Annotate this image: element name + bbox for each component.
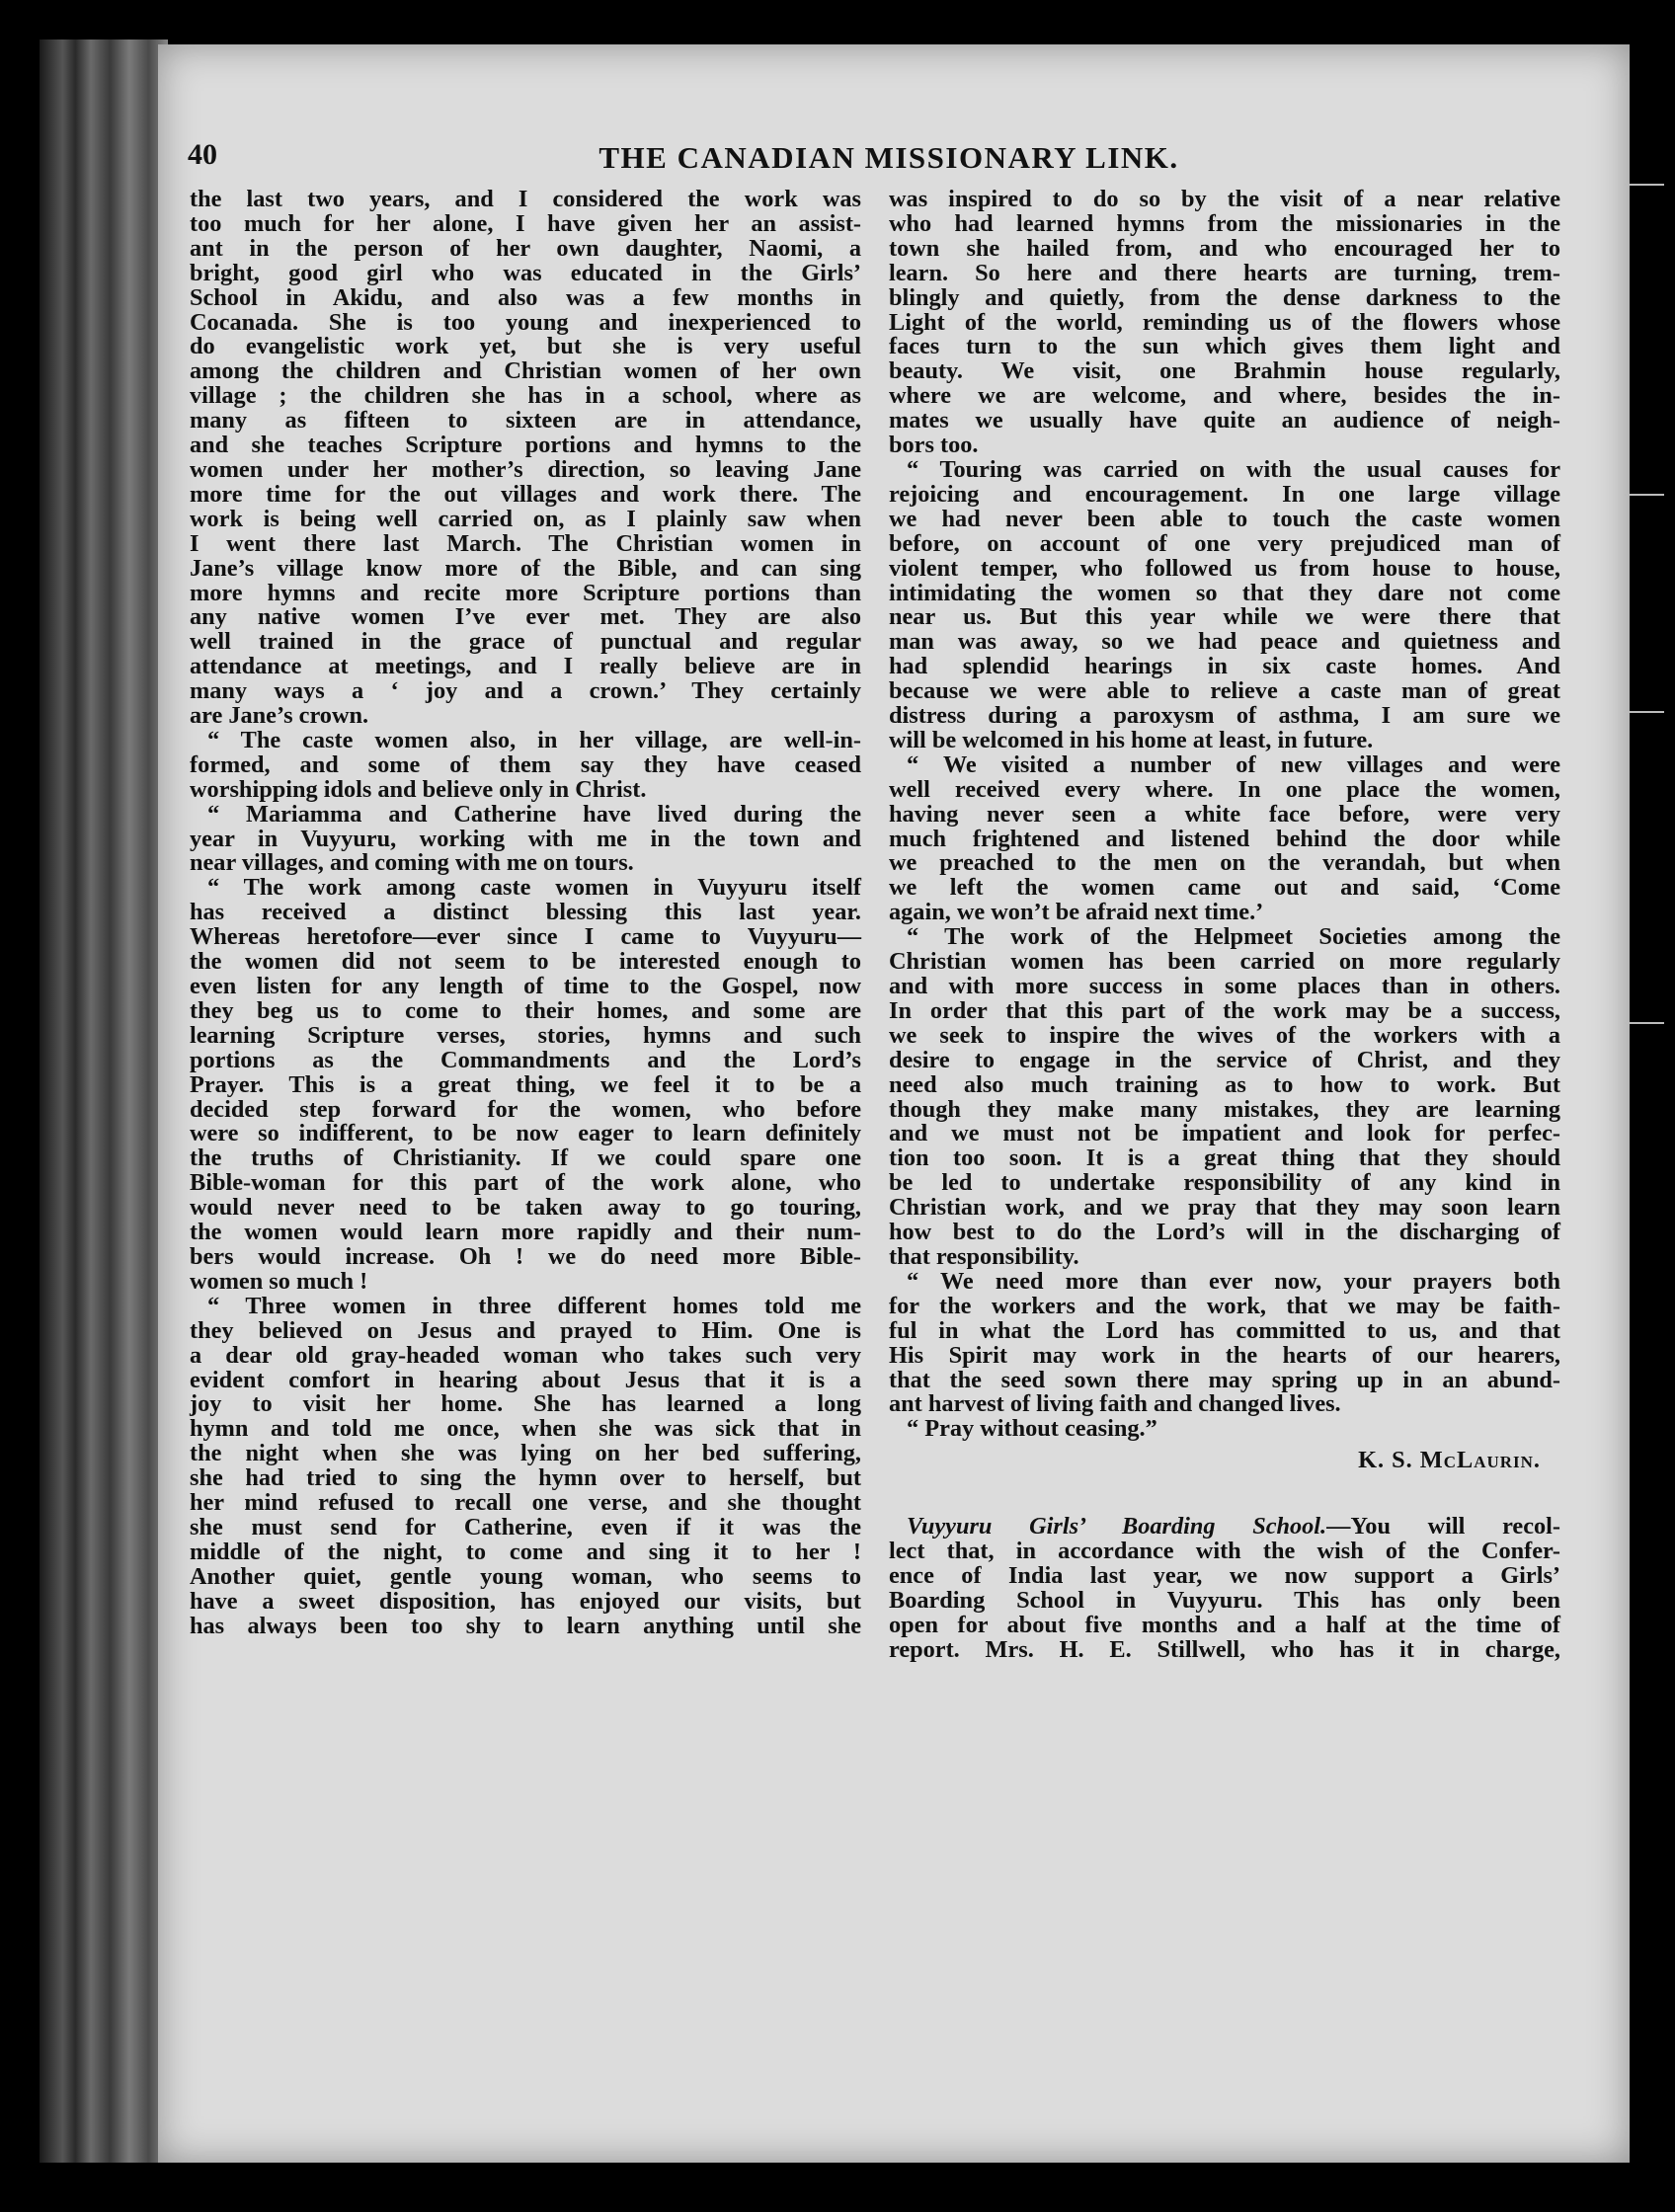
text-line: we left the women came out and said, ‘Come (889, 874, 1560, 902)
text-line: “ Touring was carried on with the usual causes for (907, 455, 1560, 483)
page-number: 40 (188, 138, 217, 171)
page-header (188, 138, 1590, 188)
section-gap (889, 1479, 1560, 1515)
margin-tick (1625, 494, 1664, 496)
text-line: worshipping idols and believe only in Christ. (190, 775, 647, 803)
text-line: near villages, and coming with me on tours. (190, 849, 634, 877)
text-line: “ Mariamma and Catherine have lived during the (207, 800, 861, 828)
text-line: she had tried to sing the hymn over to herself, but (190, 1464, 861, 1492)
text-line: much frightened and listened behind the door while (889, 825, 1560, 852)
text-line: that the seed sown there may spring up in an abund- (889, 1366, 1560, 1393)
right-column-body (889, 188, 1560, 1442)
text-line: many ways a ‘ joy and a crown.’ They certainly (190, 677, 861, 705)
text-line: has received a distinct blessing this last year. (190, 899, 861, 926)
text-line: the women would learn more rapidly and their num- (190, 1219, 861, 1246)
text-line: how best to do the Lord’s will in the discharging of (889, 1219, 1560, 1246)
text-line: bers would increase. Oh ! we do need more Bible- (190, 1242, 861, 1270)
text-line: have a sweet disposition, has enjoyed our visits, but (190, 1587, 861, 1615)
right-column (889, 188, 1560, 1663)
text-line: year in Vuyyuru, working with me in the town and (190, 825, 861, 852)
text-line: we had never been able to touch the caste women (889, 505, 1560, 532)
text-line: though they make many mistakes, they are learning (889, 1095, 1560, 1123)
running-title: THE CANADIAN MISSIONARY LINK. (598, 140, 1179, 175)
margin-tick (1625, 1022, 1664, 1024)
text-line: town she hailed from, and who encouraged her to (889, 234, 1560, 262)
text-line: formed, and some of them say they have ceased (190, 750, 861, 778)
text-line: she must send for Catherine, even if it was the (190, 1513, 861, 1540)
text-line: and with more success in some places than in others. (889, 973, 1560, 999)
text-line: the truths of Christianity. If we could spare one (190, 1145, 861, 1172)
text-line: village ; the children she has in a school, where as (190, 382, 861, 410)
text-line: School in Akidu, and also was a few months in (190, 283, 861, 311)
left-column (190, 188, 861, 1638)
text-line: portions as the Commandments and the Lord’s (190, 1046, 861, 1073)
text-line: the night when she was lying on her bed suffering, (190, 1440, 861, 1467)
book-spine (40, 40, 168, 2163)
text-line: ful in what the Lord has committed to us, and that (889, 1316, 1560, 1344)
text-line: we preached to the men on the verandah, but when (889, 849, 1560, 877)
text-line: who had learned hymns from the missionaries in the (889, 209, 1560, 237)
text-line: again, we won’t be afraid next time.’ (889, 899, 1264, 926)
text-line: her mind refused to recall one verse, and she thought (190, 1489, 861, 1517)
text-line: hymn and told me once, when she was sick that in (190, 1415, 861, 1443)
text-line: learn. So here and there hearts are turning, trem- (889, 259, 1560, 286)
text-line: beauty. We visit, one Brahmin house regularly, (889, 357, 1560, 385)
text-line: and we must not be impatient and look for perfec- (889, 1120, 1560, 1147)
text-line: “ We visited a number of new villages and were (907, 750, 1560, 778)
text-line: where we are welcome, and where, besides the in- (889, 382, 1560, 410)
text-line: attendance at meetings, and I really believe are in (190, 653, 861, 680)
text-line: evident comfort in hearing about Jesus that it is a (190, 1366, 861, 1393)
text-line: Boarding School in Vuyyuru. This has only been (889, 1586, 1560, 1614)
text-line: having never seen a white face before, were very (889, 800, 1560, 828)
text-line: and she teaches Scripture portions and hymns to the (190, 432, 861, 459)
text-line: desire to engage in the service of Christ, and they (889, 1046, 1560, 1073)
text-line: women so much ! (190, 1267, 368, 1295)
text-line: rejoicing and encouragement. In one large village (889, 480, 1560, 508)
text-line: violent temper, who followed us from house to house, (889, 554, 1560, 582)
text-line: the women did not seem to be interested enough to (190, 948, 861, 976)
text-line: for the workers and the work, that we may be faith- (889, 1292, 1560, 1319)
text-line: His Spirit may work in the hearts of our hearers, (889, 1341, 1560, 1369)
text-line: lect that, in accordance with the wish of the Confer- (889, 1538, 1560, 1565)
text-line: decided step forward for the women, who before (190, 1095, 861, 1123)
text-line: “ The work of the Helpmeet Societies among the (907, 923, 1560, 951)
school-section-title: Vuyyuru Girls’ Boarding School. (907, 1513, 1327, 1540)
text-line: intimidating the women so that they dare not come (889, 579, 1560, 606)
text-line: are Jane’s crown. (190, 702, 369, 730)
text-line: “ The caste women also, in her village, are well-in- (207, 726, 861, 753)
text-line: any native women I’ve ever met. They are also (190, 603, 861, 631)
text-line: a dear old gray-headed woman who takes such very (190, 1341, 861, 1369)
text-line: the last two years, and I considered the work was (190, 186, 861, 212)
text-line: well trained in the grace of punctual and regular (190, 628, 861, 656)
text-line: ant harvest of living faith and changed lives. (889, 1390, 1341, 1418)
text-line: In order that this part of the work may be a success, (889, 996, 1560, 1024)
signature: K. S. McLaurin. (1358, 1447, 1541, 1474)
text-line: too much for her alone, I have given her an assist- (190, 209, 861, 237)
school-section-first-line (889, 1515, 1560, 1540)
margin-tick (1625, 184, 1664, 186)
text-line: faces turn to the sun which gives them light and (889, 333, 1560, 360)
text-line: near us. But this year while we were there that (889, 603, 1560, 631)
text-line: “ The work among caste women in Vuyyuru itself (207, 874, 861, 902)
text-line: ant in the person of her own daughter, Naomi, a (190, 234, 861, 262)
text-line: ence of India last year, we now support a Girls’ (889, 1562, 1560, 1590)
text-line: among the children and Christian women of her own (190, 357, 861, 385)
text-line: open for about five months and a half at the time of (889, 1611, 1560, 1638)
text-line: were so indifferent, to be now eager to learn definitely (190, 1120, 861, 1147)
text-line: bright, good girl who was educated in the Girls’ (190, 259, 861, 286)
text-line: middle of the night, to come and sing it to her ! (190, 1538, 861, 1565)
text-line: joy to visit her home. She has learned a long (190, 1390, 861, 1418)
text-line: man was away, so we had peace and quietness and (889, 628, 1560, 656)
text-line: will be welcomed in his home at least, in future. (889, 726, 1374, 753)
text-line: would never need to be taken away to go touring, (190, 1194, 861, 1222)
text-line: Cocanada. She is too young and inexperienced to (190, 308, 861, 336)
text-line: many as fifteen to sixteen are in attendance, (190, 407, 861, 434)
text-line: has always been too shy to learn anything until she (190, 1612, 861, 1639)
text-line: work is being well carried on, as I plainly saw when (190, 505, 861, 532)
text-line: more hymns and recite more Scripture portions than (190, 579, 861, 606)
text-line: Light of the world, reminding us of the flowers whose (889, 308, 1560, 336)
text-line: was inspired to do so by the visit of a near relative (889, 186, 1560, 212)
school-section-line-0: —You will recol- (1326, 1513, 1560, 1540)
text-line: mates we usually have quite an audience of neigh- (889, 407, 1560, 434)
text-line: well received every where. In one place the women, (889, 775, 1560, 803)
school-section-body (889, 1540, 1560, 1663)
text-line: do evangelistic work yet, but she is very useful (190, 333, 861, 360)
margin-tick (1625, 711, 1664, 713)
text-line: that responsibility. (889, 1242, 1079, 1270)
text-line: Another quiet, gentle young woman, who seems to (190, 1562, 861, 1590)
text-line: women under her mother’s direction, so leaving Jane (190, 455, 861, 483)
text-line: Bible-woman for this part of the work alone, who (190, 1169, 861, 1197)
text-line: tion too soon. It is a great thing that they should (889, 1145, 1560, 1172)
text-line: Whereas heretofore—ever since I came to Vuyyuru— (190, 923, 861, 951)
text-line: they believed on Jesus and prayed to Him. One is (190, 1316, 861, 1344)
text-line: we seek to inspire the wives of the workers with a (889, 1021, 1560, 1049)
text-line: before, on account of one very prejudiced man of (889, 529, 1560, 557)
text-line: report. Mrs. H. E. Stillwell, who has it in charge, (889, 1635, 1560, 1663)
text-line: they beg us to come to their homes, and some are (190, 996, 861, 1024)
text-line: more time for the out villages and work there. The (190, 480, 861, 508)
text-line: distress during a paroxysm of asthma, I am sure we (889, 702, 1560, 730)
text-line: “ We need more than ever now, your prayers both (907, 1267, 1560, 1295)
text-line: blingly and quietly, from the dense darkness to the (889, 283, 1560, 311)
text-line: need also much training as to how to work. But (889, 1070, 1560, 1098)
text-line: Christian work, and we pray that they may soon learn (889, 1194, 1560, 1222)
text-line: I went there last March. The Christian women in (190, 529, 861, 557)
text-line: be led to undertake responsibility of any kind in (889, 1169, 1560, 1197)
text-line: Christian women has been carried on more regularly (889, 948, 1560, 976)
text-line: because we were able to relieve a caste man of great (889, 677, 1560, 705)
text-line: had splendid hearings in six caste homes. And (889, 653, 1560, 680)
text-line: “ Three women in three different homes told me (207, 1292, 861, 1319)
text-line: learning Scripture verses, stories, hymns and such (190, 1021, 861, 1049)
text-line: Prayer. This is a great thing, we feel it to be a (190, 1070, 861, 1098)
text-line: bors too. (889, 432, 979, 459)
text-line: even listen for any length of time to the Gospel, now (190, 973, 861, 999)
text-line: Jane’s village know more of the Bible, and can sing (190, 554, 861, 582)
text-line: “ Pray without ceasing.” (907, 1415, 1157, 1443)
